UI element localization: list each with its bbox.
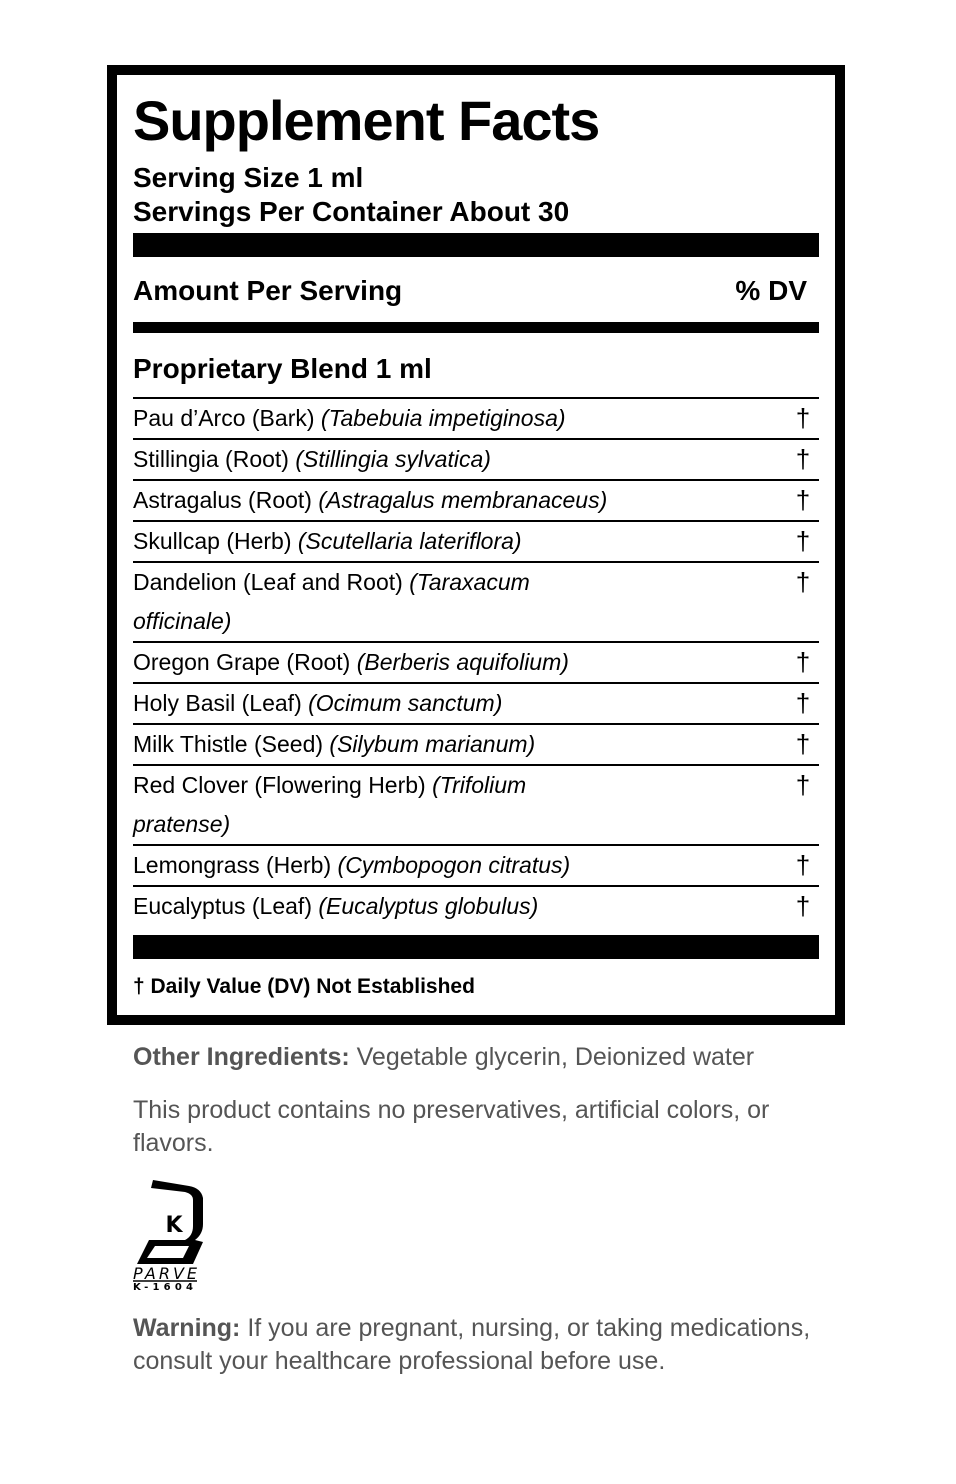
ingredient-row — [133, 766, 819, 846]
warning-label: Warning: — [133, 1314, 241, 1342]
kosher-parve-text: PARVE — [133, 1264, 197, 1283]
supplement-facts-panel — [107, 65, 845, 1025]
ingredient-row — [133, 563, 819, 643]
ingredient-dv: † — [795, 567, 811, 597]
ingredient-row — [133, 522, 819, 563]
ingredient-dv: † — [795, 403, 811, 433]
other-ingredients — [133, 1041, 813, 1074]
kosher-letter: K — [165, 1213, 183, 1238]
proprietary-blend-label: Proprietary Blend 1 ml — [133, 353, 432, 384]
ingredient-latin: (Silybum marianum) — [329, 731, 536, 757]
ingredient-label — [133, 684, 502, 723]
ingredient-name: Dandelion (Leaf and Root) — [133, 569, 410, 595]
amount-header-row — [133, 271, 807, 311]
ingredient-row — [133, 399, 819, 440]
ingredient-dv: † — [795, 688, 811, 718]
divider-bar-bottom — [133, 935, 819, 959]
ingredient-label — [133, 846, 570, 885]
kosher-symbol-icon — [131, 1176, 211, 1292]
ingredient-name: Skullcap (Herb) — [133, 528, 298, 554]
ingredient-name: Astragalus (Root) — [133, 487, 319, 513]
ingredient-list — [133, 397, 819, 926]
ingredient-latin: (Tabebuia impetiginosa) — [320, 405, 566, 431]
ingredient-latin: (Berberis aquifolium) — [356, 649, 569, 675]
dv-footnote: † Daily Value (DV) Not Established — [133, 975, 475, 998]
ingredient-label — [133, 766, 603, 844]
serving-size: Serving Size 1 ml — [133, 162, 364, 193]
warning-statement — [133, 1312, 813, 1378]
ingredient-dv: † — [795, 444, 811, 474]
ingredient-row — [133, 440, 819, 481]
ingredient-row — [133, 887, 819, 926]
ingredient-label — [133, 440, 491, 479]
ingredient-latin: (Stillingia sylvatica) — [295, 446, 491, 472]
ingredient-name: Milk Thistle (Seed) — [133, 731, 330, 757]
dv-header: % DV — [735, 275, 807, 306]
ingredient-name: Red Clover (Flowering Herb) — [133, 772, 433, 798]
no-additives-statement: This product contains no preservatives, artificial colors, or flavors. — [133, 1096, 770, 1157]
amount-per-serving-label: Amount Per Serving — [133, 275, 403, 306]
ingredient-row — [133, 481, 819, 522]
divider-bar-middle — [133, 322, 819, 333]
ingredient-latin: (Eucalyptus globulus) — [318, 893, 539, 919]
divider-bar-top — [133, 233, 819, 257]
other-ingredients-text: Vegetable glycerin, Deionized water — [349, 1043, 755, 1071]
ingredient-latin: (Ocimum sanctum) — [308, 690, 503, 716]
ingredient-name: Oregon Grape (Root) — [133, 649, 357, 675]
ingredient-label — [133, 643, 569, 682]
ingredient-dv: † — [795, 891, 811, 921]
other-ingredients-label: Other Ingredients: — [133, 1043, 350, 1071]
ingredient-label — [133, 399, 566, 438]
ingredient-label — [133, 563, 603, 641]
kosher-parve-logo — [131, 1176, 211, 1292]
ingredient-label — [133, 887, 538, 926]
ingredient-label — [133, 522, 522, 561]
ingredient-row — [133, 684, 819, 725]
ingredient-latin: (Trifolium pratense) — [133, 772, 527, 837]
ingredient-name: Holy Basil (Leaf) — [133, 690, 309, 716]
ingredient-row — [133, 846, 819, 887]
ingredient-row — [133, 643, 819, 684]
serving-info — [133, 161, 569, 229]
kosher-code: K-1604 — [133, 1282, 193, 1292]
servings-per-container: Servings Per Container About 30 — [133, 196, 570, 227]
ingredient-dv: † — [795, 647, 811, 677]
ingredient-latin: (Astragalus membranaceus) — [318, 487, 608, 513]
ingredient-latin: (Taraxacum officinale) — [133, 569, 530, 634]
warning-text: If you are pregnant, nursing, or taking medications, consult your healthcare professional before use. — [133, 1314, 811, 1375]
ingredient-dv: † — [795, 770, 811, 800]
ingredient-name: Lemongrass (Herb) — [133, 852, 338, 878]
ingredient-name: Stillingia (Root) — [133, 446, 296, 472]
ingredient-latin: (Cymbopogon citratus) — [337, 852, 571, 878]
ingredient-dv: † — [795, 850, 811, 880]
ingredient-latin: (Scutellaria lateriflora) — [297, 528, 522, 554]
panel-title: Supplement Facts — [133, 89, 600, 152]
ingredient-name: Eucalyptus (Leaf) — [133, 893, 319, 919]
ingredient-dv: † — [795, 526, 811, 556]
ingredient-label — [133, 725, 535, 764]
ingredient-dv: † — [795, 485, 811, 515]
ingredient-dv: † — [795, 729, 811, 759]
ingredient-name: Pau d’Arco (Bark) — [133, 405, 321, 431]
ingredient-label — [133, 481, 607, 520]
ingredient-row — [133, 725, 819, 766]
